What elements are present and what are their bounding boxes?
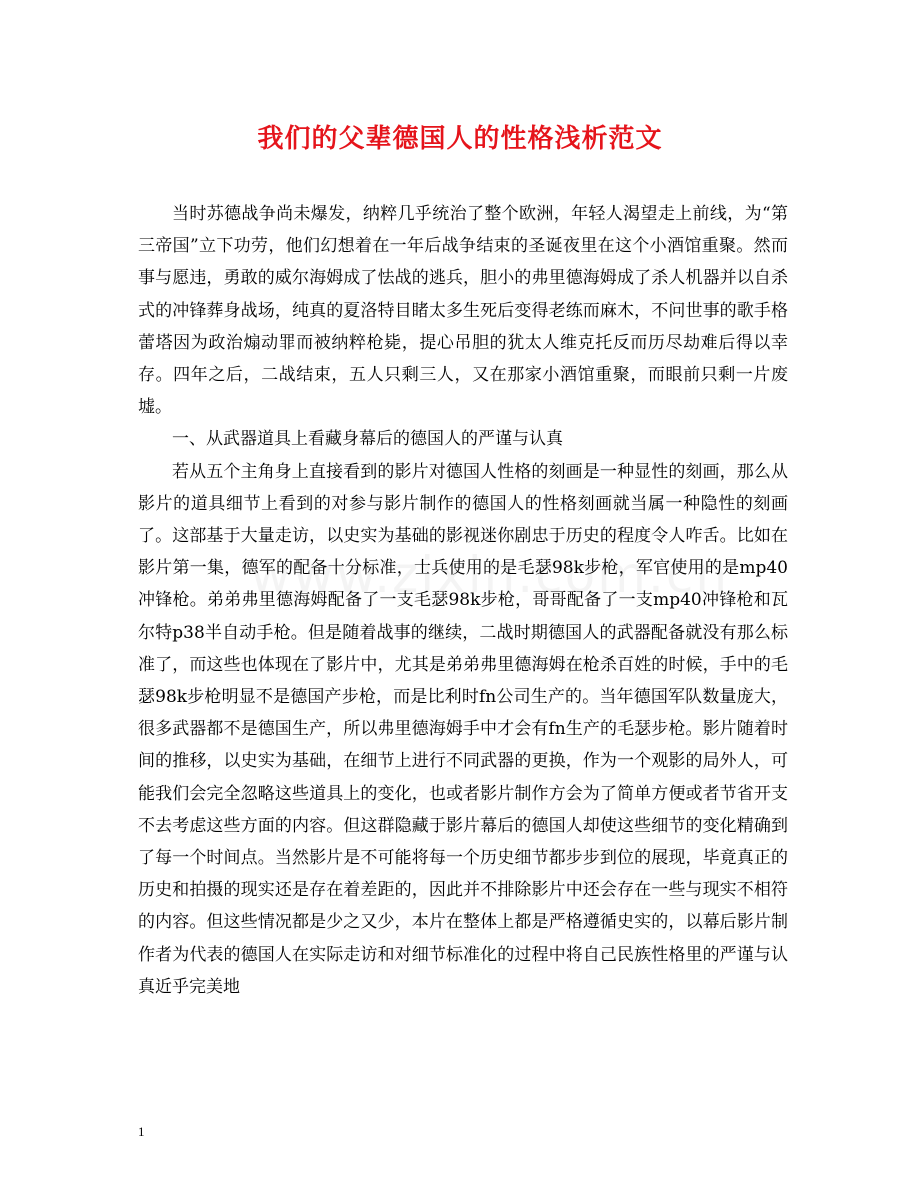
- section-heading: 一、从武器道具上看藏身幕后的德国人的严谨与认真: [172, 429, 563, 450]
- intro-paragraph: 当时苏德战争尚未爆发，纳粹几乎统治了整个欧洲，年轻人渴望走上前线，为“第三帝国”立下功劳，他们幻想着在一年后战争结束的圣诞夜里在这个小酒馆重聚。然而事与愿违，勇敢的威尔海姆成了怯战的逃兵，胆小的弗里德海姆成了杀人机器并以自杀式的冲锋葬身战场，纯真的夏洛特目睹太多生死后变得老练而麻木，不问世事的歌手格蕾塔因为政治煽动罪而被纳粹枪毙，提心吊胆的犹太人维克托反而历尽劫难后得以幸存。四年之后，二战结束，五人只剩三人，又在那家小酒馆重聚，而眼前只剩一片废墟。: [138, 204, 788, 418]
- page-number: 1: [138, 1124, 145, 1139]
- document-title: 我们的父辈德国人的性格浅析范文: [257, 124, 663, 154]
- body-paragraph: 若从五个主角身上直接看到的影片对德国人性格的刻画是一种显性的刻画，那么从影片的道具细节上看到的对参与影片制作的德国人的性格刻画就当属一种隐性的刻画了。这部基于大量走访，以史实为基础的影视迷你剧忠于历史的程度令人咋舌。比如在影片第一集，德军的配备十分标准，士兵使用的是毛瑟98k步枪，军官使用的是mp40冲锋枪。弟弟弗里德海姆配备了一支毛瑟98k步枪，哥哥配备了一支mp40冲锋枪和瓦尔特p38半自动手枪。但是随着战事的继续，二战时期德国人的武器配备就没有那么标准了，而这些也体现在了影片中，尤其是弟弟弗里德海姆在枪杀百姓的时候，手中的毛瑟98k步枪明显不是德国产步枪，而是比利时fn公司生产的。当年德国军队数量庞大，很多武器都不是德国生产，所以弗里德海姆手中才会有fn生产的毛瑟步枪。影片随着时间的推移，以史实为基础，在细节上进行不同武器的更换，作为一个观影的局外人，可能我们会完全忽略这些道具上的变化，也或者影片制作方会为了简单方便或者节省开支不去考虑这些方面的内容。但这群隐藏于影片幕后的德国人却使这些细节的变化精确到了每一个时间点。当然影片是不可能将每一个历史细节都步步到位的展现，毕竟真正的历史和拍摄的现实还是存在着差距的，因此并不排除影片中还会存在一些与现实不相符的内容。但这些情况都是少之又少，本片在整体上都是严格遵循史实的，以幕后影片制作者为代表的德国人在实际走访和对细节标准化的过程中将自己民族性格里的严谨与认真近乎完美地: [138, 461, 788, 997]
- document-body: [138, 198, 788, 1003]
